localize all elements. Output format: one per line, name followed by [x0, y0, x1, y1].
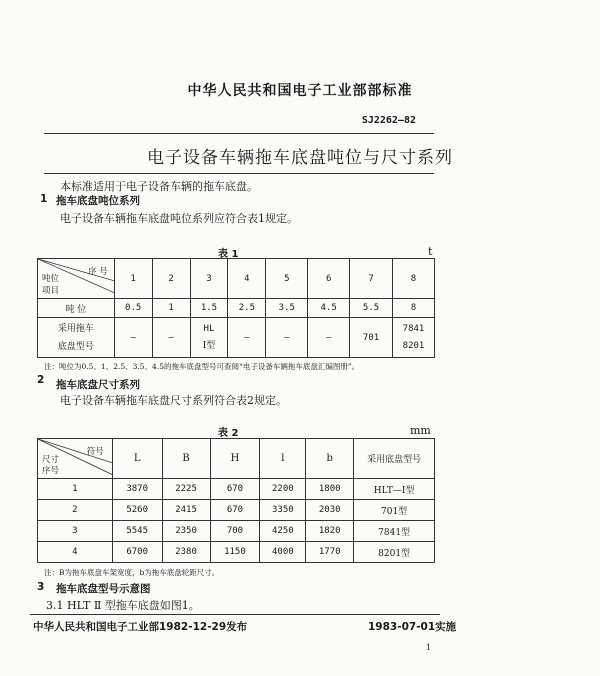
row-no: 2 — [38, 500, 113, 521]
col-header: 4 — [228, 259, 266, 299]
col-header: l — [260, 439, 306, 479]
model-cell — [190, 318, 228, 358]
model-cell: 701 — [350, 318, 393, 358]
corner-label-symbol: 符号 — [86, 447, 104, 457]
corner-label-item: 项目 — [42, 286, 60, 296]
model-cell: — — [266, 318, 308, 358]
footer-rule — [30, 614, 440, 615]
col-header: 3 — [190, 259, 228, 299]
table2-corner-cell — [38, 439, 113, 479]
col-header: 2 — [152, 259, 190, 299]
section3-heading: 拖车底盘型号示意图 — [56, 583, 151, 595]
intro-text: 本标准适用于电子设备车辆的拖车底盘。 — [60, 180, 258, 193]
cell-H: 700 — [210, 521, 260, 542]
cell-B: 2350 — [162, 521, 210, 542]
cell-l: 4250 — [260, 521, 306, 542]
row-label-model-line1: 采用拖车 — [57, 323, 94, 334]
cell-B: 2415 — [162, 500, 210, 521]
table-row — [38, 500, 435, 521]
tonnage-cell: 1 — [152, 299, 190, 318]
cell-model: 701型 — [354, 500, 435, 521]
corner-label-seq: 序 号 — [88, 267, 108, 277]
section2-number: 2 — [37, 374, 45, 386]
model-cell: — — [114, 318, 152, 358]
col-header: H — [210, 439, 260, 479]
table-row — [38, 299, 435, 318]
cell-b: 1800 — [306, 479, 354, 500]
tonnage-cell: 2.5 — [228, 299, 266, 318]
cell-b: 1820 — [306, 521, 354, 542]
row-no: 3 — [38, 521, 113, 542]
cell-L: 5260 — [112, 500, 162, 521]
model-cell-top: 7841 — [402, 323, 425, 334]
row-label-model — [38, 318, 115, 358]
model-cell-bottom: Ⅰ型 — [202, 340, 216, 351]
col-header: b — [306, 439, 354, 479]
cell-l: 4000 — [260, 542, 306, 563]
model-cell-top: HL — [203, 323, 215, 334]
standard-body-title: 中华人民共和国电子工业部部标准 — [187, 83, 413, 99]
table1-note: 注：吨位为0.5、1、2.5、3.5、4.5的拖车底盘型号可查阅“电子设备车辆拖车底盘汇编图册”。 — [44, 362, 360, 371]
table1-caption: 表 1 — [218, 249, 239, 260]
tonnage-cell: 0.5 — [114, 299, 152, 318]
cell-H: 670 — [210, 479, 260, 500]
tonnage-cell: 1.5 — [190, 299, 228, 318]
model-cell: — — [152, 318, 190, 358]
row-no: 1 — [38, 479, 113, 500]
model-cell-bottom: 8201 — [402, 340, 425, 351]
section3-number: 3 — [37, 581, 45, 593]
model-cell — [393, 318, 435, 358]
cell-B: 2380 — [162, 542, 210, 563]
header-rule — [44, 133, 434, 134]
tonnage-cell: 3.5 — [266, 299, 308, 318]
cell-L: 5545 — [112, 521, 162, 542]
cell-B: 2225 — [162, 479, 210, 500]
table2-unit: mm — [410, 424, 431, 437]
standard-number: SJ2262—82 — [361, 115, 416, 126]
corner-label-seq: 序号 — [42, 466, 60, 476]
col-header: 5 — [266, 259, 308, 299]
row-no: 4 — [38, 542, 113, 563]
table-row — [38, 521, 435, 542]
col-header: 采用底盘型号 — [354, 439, 435, 479]
corner-label-tonnage: 吨位 — [42, 274, 60, 284]
table-row — [38, 542, 435, 563]
col-header: B — [162, 439, 210, 479]
col-header: 1 — [114, 259, 152, 299]
cell-model: 7841型 — [354, 521, 435, 542]
table2 — [37, 438, 435, 563]
corner-label-size: 尺寸 — [42, 455, 60, 465]
effective-date: 1983-07-01实施 — [368, 621, 457, 633]
tonnage-cell: 5.5 — [350, 299, 393, 318]
table2-caption: 表 2 — [218, 428, 239, 439]
title-rule — [44, 173, 434, 174]
cell-l: 2200 — [260, 479, 306, 500]
cell-b: 2030 — [306, 500, 354, 521]
section2-text: 电子设备车辆拖车底盘尺寸系列符合表2规定。 — [60, 394, 287, 407]
tonnage-cell: 8 — [393, 299, 435, 318]
cell-b: 1770 — [306, 542, 354, 563]
section3-sub: 3.1 HLT Ⅱ 型拖车底盘如图1。 — [46, 599, 200, 612]
tonnage-cell: 4.5 — [308, 299, 350, 318]
table1 — [37, 258, 435, 358]
document-title: 电子设备车辆拖车底盘吨位与尺寸系列 — [147, 148, 453, 168]
table1-unit: t — [428, 245, 433, 258]
cell-l: 3350 — [260, 500, 306, 521]
page-number: 1 — [426, 643, 432, 652]
cell-model: HLT—Ⅰ型 — [354, 479, 435, 500]
cell-L: 3870 — [112, 479, 162, 500]
cell-L: 6700 — [112, 542, 162, 563]
table2-note: 注：B为拖车底盘车架宽度，b为拖车底盘轮距尺寸。 — [44, 568, 220, 577]
table-row — [38, 479, 435, 500]
col-header: 7 — [350, 259, 393, 299]
section1-text: 电子设备车辆拖车底盘吨位系列应符合表1规定。 — [60, 212, 298, 225]
col-header: 8 — [393, 259, 435, 299]
col-header: 6 — [308, 259, 350, 299]
col-header: L — [112, 439, 162, 479]
row-label-model-line2: 底盘型号 — [57, 341, 94, 352]
cell-model: 8201型 — [354, 542, 435, 563]
section1-heading: 拖车底盘吨位系列 — [56, 195, 140, 207]
issued-date: 中华人民共和国电子工业部1982-12-29发布 — [33, 621, 248, 633]
model-cell: — — [228, 318, 266, 358]
cell-H: 670 — [210, 500, 260, 521]
section1-number: 1 — [40, 193, 48, 205]
section2-heading: 拖车底盘尺寸系列 — [56, 379, 140, 391]
table-row — [38, 318, 435, 358]
row-label-tonnage: 吨 位 — [38, 299, 115, 318]
cell-H: 1150 — [210, 542, 260, 563]
table1-corner-cell — [38, 259, 115, 299]
model-cell: — — [308, 318, 350, 358]
